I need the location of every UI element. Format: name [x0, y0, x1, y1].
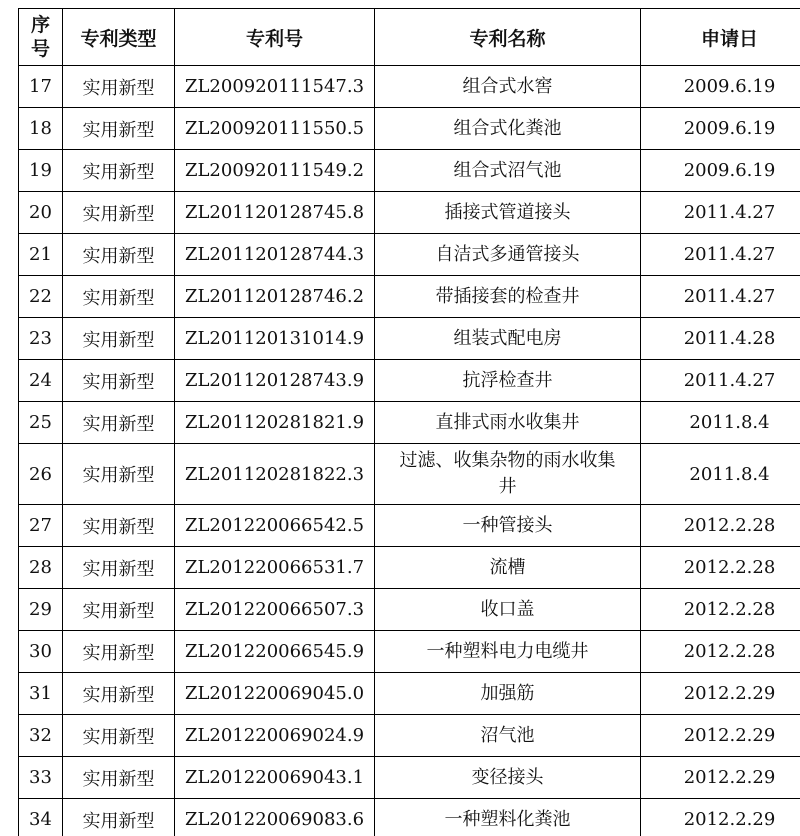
cell-type: 实用新型 — [63, 150, 175, 192]
cell-seq: 27 — [19, 505, 63, 547]
cell-date: 2011.4.27 — [641, 360, 800, 402]
cell-name: 变径接头 — [375, 757, 641, 799]
table-row — [19, 631, 800, 673]
table-row — [19, 505, 800, 547]
header-type: 专利类型 — [63, 9, 175, 66]
table-row — [19, 589, 800, 631]
table-row — [19, 276, 800, 318]
table-row — [19, 547, 800, 589]
cell-seq: 31 — [19, 673, 63, 715]
cell-type: 实用新型 — [63, 505, 175, 547]
cell-date: 2012.2.29 — [641, 715, 800, 757]
cell-date: 2012.2.28 — [641, 589, 800, 631]
cell-name: 插接式管道接头 — [375, 192, 641, 234]
header-date: 申请日 — [641, 9, 800, 66]
cell-number: ZL200920111547.3 — [175, 66, 375, 108]
cell-number: ZL201220066507.3 — [175, 589, 375, 631]
cell-date: 2012.2.29 — [641, 757, 800, 799]
header-row — [19, 9, 800, 66]
cell-seq: 25 — [19, 402, 63, 444]
cell-name: 抗浮检查井 — [375, 360, 641, 402]
cell-number: ZL201220069045.0 — [175, 673, 375, 715]
cell-type: 实用新型 — [63, 234, 175, 276]
cell-seq: 23 — [19, 318, 63, 360]
cell-type: 实用新型 — [63, 360, 175, 402]
table-body — [19, 66, 800, 836]
cell-number: ZL201120128744.3 — [175, 234, 375, 276]
cell-seq: 18 — [19, 108, 63, 150]
cell-seq: 17 — [19, 66, 63, 108]
cell-seq: 21 — [19, 234, 63, 276]
cell-type: 实用新型 — [63, 631, 175, 673]
cell-name: 流槽 — [375, 547, 641, 589]
table-row — [19, 192, 800, 234]
patent-table — [18, 8, 800, 836]
table-row — [19, 402, 800, 444]
cell-name: 组合式沼气池 — [375, 150, 641, 192]
table-row — [19, 360, 800, 402]
cell-number: ZL201120281822.3 — [175, 444, 375, 505]
cell-date: 2011.8.4 — [641, 444, 800, 505]
table-row — [19, 318, 800, 360]
table-row — [19, 108, 800, 150]
table-row — [19, 715, 800, 757]
cell-type: 实用新型 — [63, 757, 175, 799]
cell-number: ZL201120128743.9 — [175, 360, 375, 402]
cell-name: 一种塑料化粪池 — [375, 799, 641, 836]
cell-date: 2011.4.27 — [641, 234, 800, 276]
cell-name: 沼气池 — [375, 715, 641, 757]
cell-number: ZL201220066542.5 — [175, 505, 375, 547]
cell-seq: 33 — [19, 757, 63, 799]
cell-seq: 34 — [19, 799, 63, 836]
cell-date: 2012.2.28 — [641, 631, 800, 673]
cell-seq: 24 — [19, 360, 63, 402]
cell-name: 一种塑料电力电缆井 — [375, 631, 641, 673]
table-row — [19, 234, 800, 276]
cell-name: 收口盖 — [375, 589, 641, 631]
cell-date: 2009.6.19 — [641, 150, 800, 192]
cell-name: 过滤、收集杂物的雨水收集井 — [375, 444, 641, 505]
cell-seq: 30 — [19, 631, 63, 673]
cell-seq: 29 — [19, 589, 63, 631]
cell-name: 直排式雨水收集井 — [375, 402, 641, 444]
cell-type: 实用新型 — [63, 66, 175, 108]
cell-seq: 19 — [19, 150, 63, 192]
cell-date: 2011.4.27 — [641, 276, 800, 318]
cell-date: 2012.2.28 — [641, 547, 800, 589]
cell-name: 带插接套的检查井 — [375, 276, 641, 318]
cell-name: 加强筋 — [375, 673, 641, 715]
cell-date: 2011.4.28 — [641, 318, 800, 360]
cell-seq: 28 — [19, 547, 63, 589]
cell-number: ZL201220069043.1 — [175, 757, 375, 799]
header-name: 专利名称 — [375, 9, 641, 66]
cell-name: 组合式水窖 — [375, 66, 641, 108]
cell-number: ZL201220066545.9 — [175, 631, 375, 673]
cell-seq: 22 — [19, 276, 63, 318]
cell-number: ZL201220066531.7 — [175, 547, 375, 589]
cell-date: 2009.6.19 — [641, 66, 800, 108]
cell-type: 实用新型 — [63, 589, 175, 631]
table-row — [19, 673, 800, 715]
cell-type: 实用新型 — [63, 402, 175, 444]
cell-type: 实用新型 — [63, 318, 175, 360]
cell-name: 组合式化粪池 — [375, 108, 641, 150]
cell-type: 实用新型 — [63, 444, 175, 505]
header-seq: 序号 — [19, 9, 63, 66]
cell-name: 自洁式多通管接头 — [375, 234, 641, 276]
table-row — [19, 799, 800, 836]
cell-type: 实用新型 — [63, 192, 175, 234]
cell-date: 2012.2.29 — [641, 673, 800, 715]
cell-number: ZL201120281821.9 — [175, 402, 375, 444]
cell-type: 实用新型 — [63, 715, 175, 757]
cell-date: 2012.2.29 — [641, 799, 800, 836]
cell-date: 2009.6.19 — [641, 108, 800, 150]
table-row — [19, 150, 800, 192]
cell-date: 2012.2.28 — [641, 505, 800, 547]
cell-date: 2011.4.27 — [641, 192, 800, 234]
cell-number: ZL201120128745.8 — [175, 192, 375, 234]
cell-name: 组装式配电房 — [375, 318, 641, 360]
cell-date: 2011.8.4 — [641, 402, 800, 444]
cell-number: ZL201220069083.6 — [175, 799, 375, 836]
cell-number: ZL200920111550.5 — [175, 108, 375, 150]
header-number: 专利号 — [175, 9, 375, 66]
table-row — [19, 757, 800, 799]
cell-number: ZL200920111549.2 — [175, 150, 375, 192]
cell-seq: 32 — [19, 715, 63, 757]
cell-name: 一种管接头 — [375, 505, 641, 547]
cell-type: 实用新型 — [63, 673, 175, 715]
cell-number: ZL201120128746.2 — [175, 276, 375, 318]
cell-type: 实用新型 — [63, 276, 175, 318]
cell-type: 实用新型 — [63, 547, 175, 589]
cell-seq: 20 — [19, 192, 63, 234]
cell-number: ZL201220069024.9 — [175, 715, 375, 757]
cell-type: 实用新型 — [63, 108, 175, 150]
cell-number: ZL201120131014.9 — [175, 318, 375, 360]
cell-type: 实用新型 — [63, 799, 175, 836]
table-row — [19, 66, 800, 108]
table-row — [19, 444, 800, 505]
cell-seq: 26 — [19, 444, 63, 505]
